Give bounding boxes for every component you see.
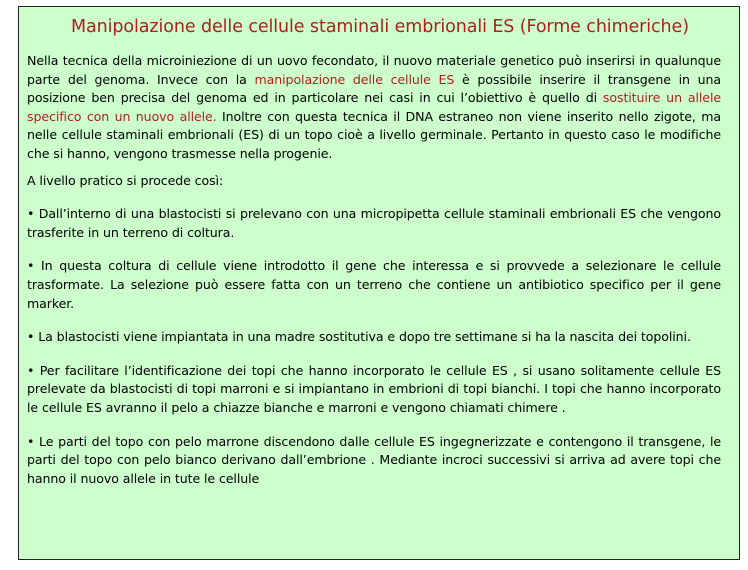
bullet-item: • La blastocisti viene impiantata in una madre sostitutiva e dopo tre settimane si ha la nascita dei topolini. bbox=[27, 329, 691, 345]
intro-text-2: è possibile inserire il transgene in una posizione ben precisa del genoma ed in particolare nei casi in cui l’obiettivo è quello di bbox=[27, 71, 722, 106]
bullet-item: • Le parti del topo con pelo marrone discendono dalle cellule ES ingegnerizzate e contengono il transgene, le parti del topo con pelo bianco derivano dall’embrione . Mediante incroci successivi si arriva ad avere topi che hanno il nuovo allele in tute le cellule bbox=[27, 433, 721, 486]
intro-text-3: Inoltre con questa tecnica il DNA estraneo non viene inserito nello zigote, ma nelle cellule staminali embrionali (ES) di un topo cioè a livello germinale. Pertanto in questo caso le modifiche che si hanno, vengono trasmesse nella progenie. bbox=[27, 108, 721, 161]
bullet-item: • In questa coltura di cellule viene introdotto il gene che interessa e si provvede a selezionare le cellule trasformate. La selezione può essere fatta con un terreno che contiene un antibiotico specifico per il gene marker. bbox=[27, 258, 721, 311]
slide-body bbox=[27, 52, 721, 503]
intro-highlight-1: manipolazione delle cellule ES bbox=[254, 71, 455, 87]
intro-highlight-2: sostituire un allele specifico con un nuovo allele. bbox=[27, 90, 721, 124]
bullet-item: • Per facilitare l’identificazione dei topi che hanno incorporato le cellule ES , si usano solitamente cellule ES prelevate da blastocisti di topi marroni e si impiantano in embrioni di topi bianchi. I topi che hanno incorporato le cellule ES avranno il pelo a chiazze bianche e marroni e vengono chiamati chimere . bbox=[27, 362, 721, 415]
procedure-lead: A livello pratico si procede così: bbox=[27, 172, 224, 188]
bullet-item: • Dall’interno di una blastocisti si prelevano con una micropipetta cellule staminali embrionali ES che vengono trasferite in un terreno di coltura. bbox=[27, 206, 721, 240]
slide-title: Manipolazione delle cellule staminali embrionali ES (Forme chimeriche) bbox=[71, 17, 689, 37]
content-panel bbox=[18, 6, 740, 560]
intro-paragraph bbox=[27, 52, 721, 164]
intro-text-1: Nella tecnica della microiniezione di un uovo fecondato, il nuovo materiale genetico può inserirsi in qualunque parte del genoma. Invece con la bbox=[27, 53, 721, 87]
